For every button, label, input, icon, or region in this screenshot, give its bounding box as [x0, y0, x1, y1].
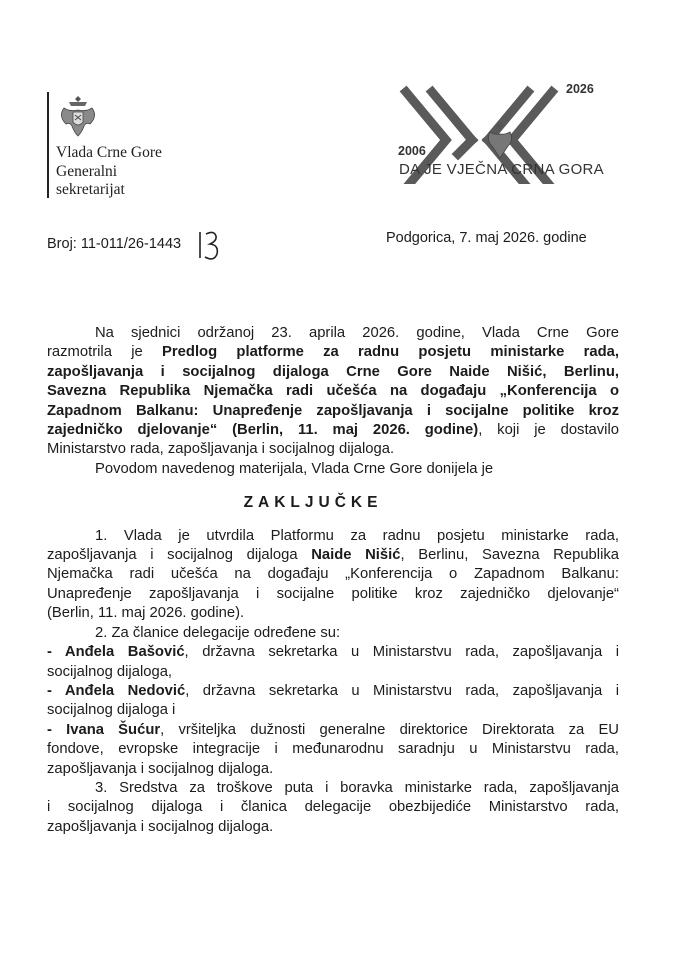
text-line [47, 363, 619, 382]
bold-text: Predlog platforme za radnu posjetu ministarke rada, [162, 344, 619, 361]
member-name: - Anđela Bašović [47, 644, 185, 661]
intro-paragraph [47, 324, 619, 460]
document-body [47, 324, 619, 837]
text-line: socijalnog dijaloga, [47, 663, 173, 680]
section-heading: ZAKLJUČKE [243, 494, 383, 512]
header-divider [47, 92, 49, 198]
document-number: Broj: 11-011/26-1443 [47, 236, 182, 252]
text-line: fondove, evropske integracije i međunarodnu saradnju u Ministarstvu rada, [47, 741, 619, 758]
logo-motto: DA JE VJEČNA CRNA GORA [399, 161, 604, 178]
org-line: Generalni [56, 162, 118, 180]
text-line [47, 546, 619, 565]
text-line: Unapređenje zapošljavanja i socijalne politike kroz zajedničko djelovanje“ [47, 585, 619, 602]
text-line: Ministarstvo rada, zapošljavanja i socijalnog dijaloga. [47, 441, 395, 458]
bold-text: zajedničko djelovanje“ (Berlin, 11. maj 2026. godine) [47, 422, 479, 439]
conclusion-2 [47, 624, 619, 779]
text-line [47, 421, 619, 440]
text-line: zapošljavanja i socijalnog dijaloga. [47, 818, 274, 835]
bold-text: Zapadnom Balkanu: Unapređenje zapošljavanja i socijalne politike kroz [47, 402, 619, 419]
logo-year-2026: 2026 [566, 82, 594, 96]
member-name: - Anđela Nedović [47, 682, 186, 699]
member-name: - Ivana Šućur [47, 721, 161, 738]
text-line: i socijalnog dijaloga i članica delegacije obezbijediće Ministarstvo rada, [47, 799, 619, 816]
bold-text: Naide Nišić [311, 547, 401, 564]
text-span: , vršiteljka dužnosti generalne direktorice Direktorata za EU [160, 721, 619, 738]
text-span: , državna sekretarka u Ministarstvu rada, zapošljavanja i [184, 644, 619, 661]
text-span: , koji je dostavilo [478, 422, 619, 439]
text-line: Na sjednici održanoj 23. aprila 2026. godine, Vlada Crne Gore [95, 325, 619, 341]
bold-text: Savezna Republika Njemačka radi učešća na događaju „Konferencija o [47, 383, 619, 400]
coat-of-arms-icon [56, 92, 100, 140]
text-span: zapošljavanja i socijalnog dijaloga [47, 547, 312, 564]
logo-year-2006: 2006 [398, 144, 426, 158]
povodom-paragraph: Povodom navedenog materijala, Vlada Crne Gore donijela je [95, 460, 494, 477]
bold-text: zapošljavanja i socijalnog dijaloga Crne Gore Naide Nišić, Berlinu, [47, 363, 619, 380]
text-line: zapošljavanja i socijalnog dijaloga. [47, 760, 274, 777]
text-line [47, 402, 619, 421]
text-line: 1. Vlada je utvrdila Platformu za radnu posjetu ministarke rada, [95, 527, 619, 544]
text-line: socijalnog dijaloga i [47, 702, 176, 719]
handwritten-number-icon [196, 228, 222, 262]
org-line: sekretarijat [56, 181, 125, 198]
text-line: 3. Sredstva za troškove puta i boravka ministarke rada, zapošljavanja [95, 779, 619, 796]
text-span: , Berlinu, Savezna Republika [400, 547, 619, 564]
text-span: , državna sekretarka u Ministarstvu rada, zapošljavanja i [185, 682, 620, 699]
text-line [47, 343, 619, 362]
text-line [47, 682, 619, 701]
text-line [47, 721, 619, 740]
text-line: 2. Za članice delegacije određene su: [95, 624, 341, 641]
conclusion-1 [47, 527, 619, 624]
text-span: razmotrila je [47, 344, 163, 361]
text-line [47, 382, 619, 401]
text-line: (Berlin, 11. maj 2026. godine). [47, 605, 245, 622]
organization-name [56, 144, 162, 200]
document-date: Podgorica, 7. maj 2026. godine [386, 230, 587, 246]
conclusion-3 [47, 779, 619, 837]
text-line [47, 643, 619, 662]
org-line: Vlada Crne Gore [56, 144, 162, 161]
text-line: Njemačka radi učešća na događaju „Konferencija o Zapadnom Balkanu: [47, 566, 619, 583]
